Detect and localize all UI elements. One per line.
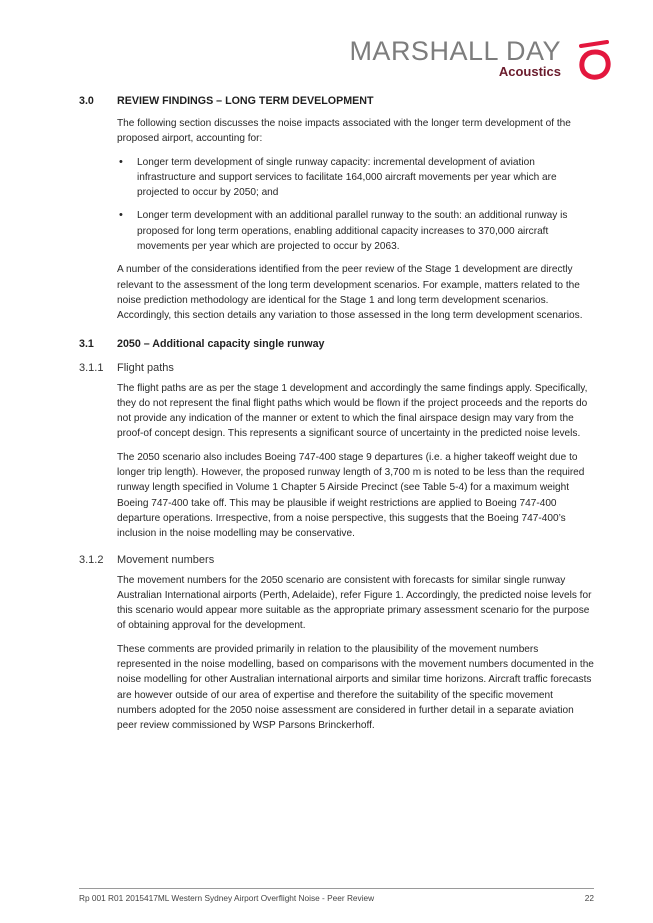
considerations-paragraph: A number of the considerations identified from the peer review of the Stage 1 development are directly relevant to the assessment of the long term development scenarios. For example, matters related to the noise prediction methodology are identical for the Stage 1 and long term development scenarios. Accordingly, this section details any variation to those assessed in the long term development scenarios. (117, 264, 583, 322)
section-title: Flight paths (117, 361, 174, 374)
logo-subtitle: Acoustics (498, 64, 561, 79)
page-footer (79, 888, 594, 903)
flight-paths-paragraph-2: The 2050 scenario also includes Boeing 747-400 stage 9 departures (i.e. a higher takeoff weight due to longer trip length). However, the proposed runway length of 3,700 m is noted to be less than the required runway length specified in Volume 1 Chapter 5 Airside Precinct (see Table 5-4) for a maximum weight Boeing 747-400 take off. This may be plausible if weight restrictions are applied to Boeing 747-400 departure operations. Irrespective, from a noise perspective, this suggests that the Boeing 747-400’s inclusion in the noise modelling may be conservative. (117, 451, 585, 540)
logo-name: MARSHALL DAY (349, 36, 561, 66)
section-number: 3.1 (79, 337, 94, 350)
section-title: 2050 – Additional capacity single runway (117, 337, 325, 350)
section-heading-3-1-1 (79, 362, 594, 374)
movement-numbers-paragraph-1: The movement numbers for the 2050 scenario are consistent with forecasts for similar single runway Australian International airports (Perth, Adelaide), refer Figure 1. Accordingly, the predicted noise levels for this scenario would appear more suitable as the appropriate primary assessment scenario for the purpose of obtaining approval for the development. (117, 574, 592, 632)
section-number: 3.1.2 (79, 553, 104, 566)
company-logo (349, 36, 613, 80)
intro-paragraph: The following section discusses the noise impacts associated with the longer term development of the proposed airport, accounting for: (117, 118, 571, 145)
logo-mark-icon (577, 40, 613, 80)
page-content (79, 95, 594, 742)
section-title: REVIEW FINDINGS – LONG TERM DEVELOPMENT (117, 95, 374, 107)
list-item: • Longer term development with an additional parallel runway to the south: an additional runway is proposed for long term operations, enabling additional capacity increases to 370,000 aircraft movements per year which are projected to occur by 2063. (117, 208, 594, 254)
section-title: Movement numbers (117, 553, 215, 566)
list-item: • Longer term development of single runway capacity: incremental development of aviation infrastructure and support services to facilitate 164,000 aircraft movements per year which are projected to occur by 2050; and (117, 155, 594, 201)
footer-document-reference: Rp 001 R01 2015417ML Western Sydney Airport Overflight Noise - Peer Review (79, 893, 375, 903)
section-number: 3.1.1 (79, 361, 104, 374)
section-heading-3-1 (79, 338, 594, 350)
section-number: 3.0 (79, 95, 94, 107)
section-heading-3-0 (79, 95, 594, 107)
page-number: 22 (584, 893, 594, 903)
movement-numbers-paragraph-2: These comments are provided primarily in relation to the plausibility of the movement numbers represented in the noise modelling, based on comparisons with the movement numbers documented in the noise modelling for other Australian international airports and similar time horizons. Aircraft traffic forecasts are however outside of our area of expertise and therefore the suitability of the specific movement numbers adopted for the 2050 noise assessment are considered in further detail in a separate aviation peer review commissioned by WSP Parsons Brinckerhoff. (117, 643, 594, 732)
flight-paths-paragraph-1: The flight paths are as per the stage 1 development and accordingly the same findings apply. Specifically, they do not represent the final flight paths which would be flown if the project proceeds and the reports do not provide any indication of the manner or extent to which the final airspace design may vary from the proof-of concept design. This represents a significant source of uncertainty in the predicted noise levels. (117, 382, 588, 440)
scenario-list (117, 155, 594, 255)
section-heading-3-1-2 (79, 554, 594, 566)
